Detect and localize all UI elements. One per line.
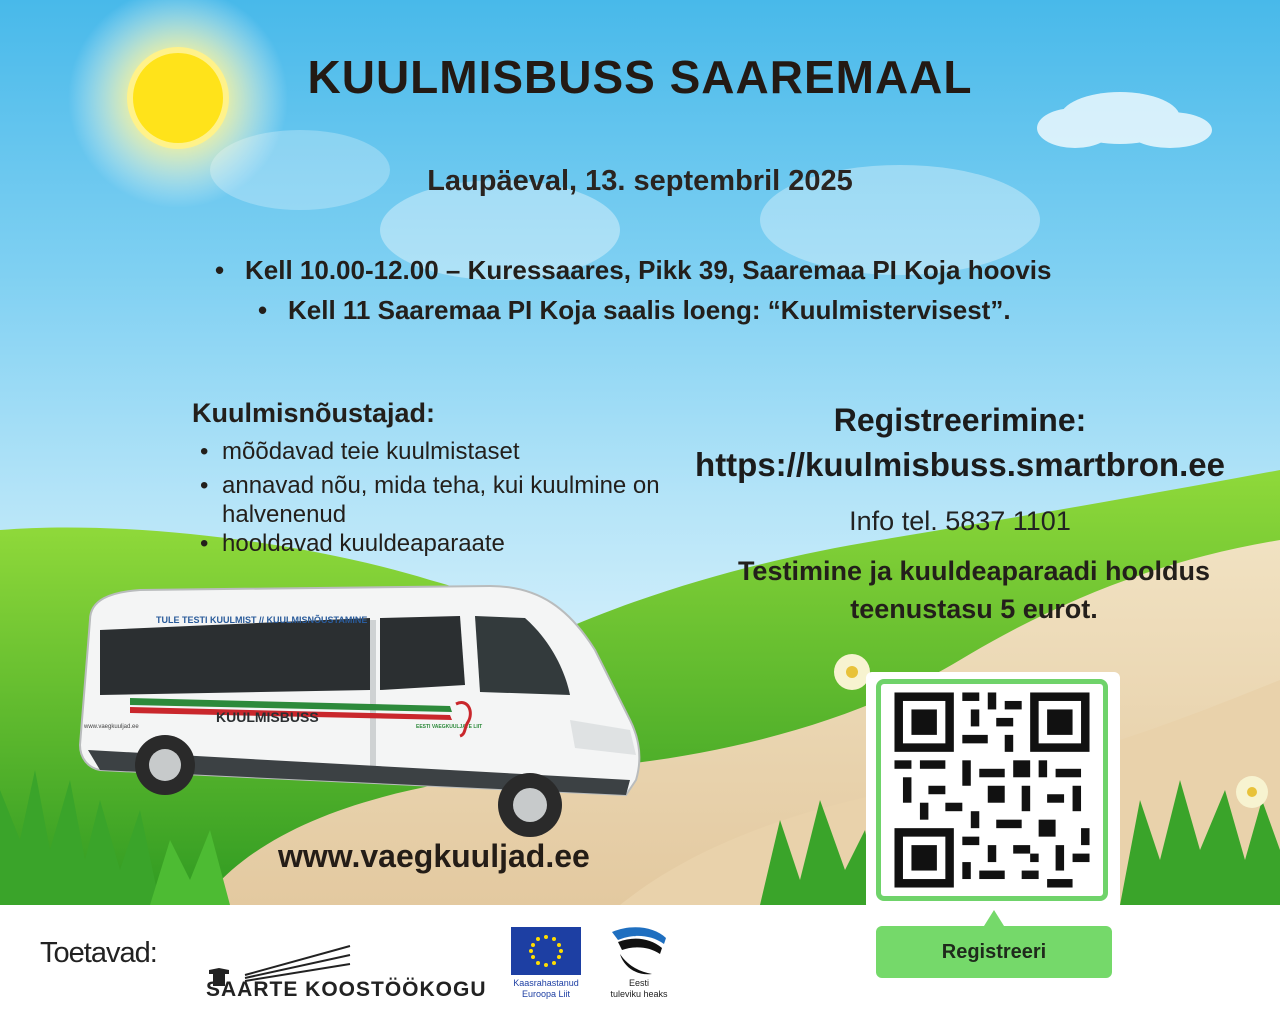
register-pointer (984, 910, 1004, 926)
estonia-logo-icon (604, 924, 674, 978)
bus-name-text: KUULMISBUSS (216, 709, 319, 725)
bus-url-text: www.vaegkuuljad.ee (84, 724, 139, 730)
eu-flag-icon (511, 927, 581, 975)
eu-caption: Kaasrahastanud Euroopa Liit (513, 978, 579, 999)
list-item: • annavad nõu, mida teha, kui kuulmine on halvenenud (200, 472, 660, 528)
fee-notice: Testimine ja kuuldeaparaadi hooldus teenustasu 5 eurot. (737, 556, 1211, 624)
saarte-koostookogu-text: SAARTE KOOSTÖÖKOGU (206, 978, 487, 1001)
list-item: • hooldavad kuuldeaparaate (200, 530, 505, 557)
qr-card (866, 672, 1120, 905)
register-button[interactable]: Registreeri (876, 926, 1112, 978)
qr-code[interactable] (881, 684, 1103, 896)
registration-url-link[interactable]: https://kuulmisbuss.smartbron.ee (695, 446, 1225, 483)
schedule-item: • Kell 10.00-12.00 – Kuressaares, Pikk 39, Saaremaa PI Koja hoovis (215, 255, 1052, 285)
qr-frame (876, 679, 1108, 901)
schedule-item: • Kell 11 Saaremaa PI Koja saalis loeng: “Kuulmistervisest”. (258, 295, 1011, 325)
event-date: Laupäeval, 13. septembril 2025 (427, 165, 853, 197)
sponsors-label: Toetavad: (40, 937, 157, 969)
estonia-caption: Eesti tuleviku heaks (610, 978, 668, 999)
registration-heading: Registreerimine: (833, 402, 1087, 438)
bus-illustration (70, 580, 650, 850)
bus-slogan-text: TULE TESTI KUULMIST // KUULMISNÕUSTAMINE (156, 615, 368, 625)
advisors-heading: Kuulmisnõustajad: (192, 398, 436, 428)
bus-org-text: EESTI VAEGKUULJATE LIIT (416, 724, 483, 730)
info-phone: Info tel. 5837 1101 (849, 506, 1071, 536)
advisors-list (200, 437, 680, 558)
schedule-list (215, 250, 1051, 330)
list-item: • mõõdavad teie kuulmistaset (200, 438, 520, 465)
website-link[interactable]: www.vaegkuuljad.ee (278, 838, 590, 874)
poster-title: KUULMISBUSS SAAREMAAL (307, 51, 973, 103)
